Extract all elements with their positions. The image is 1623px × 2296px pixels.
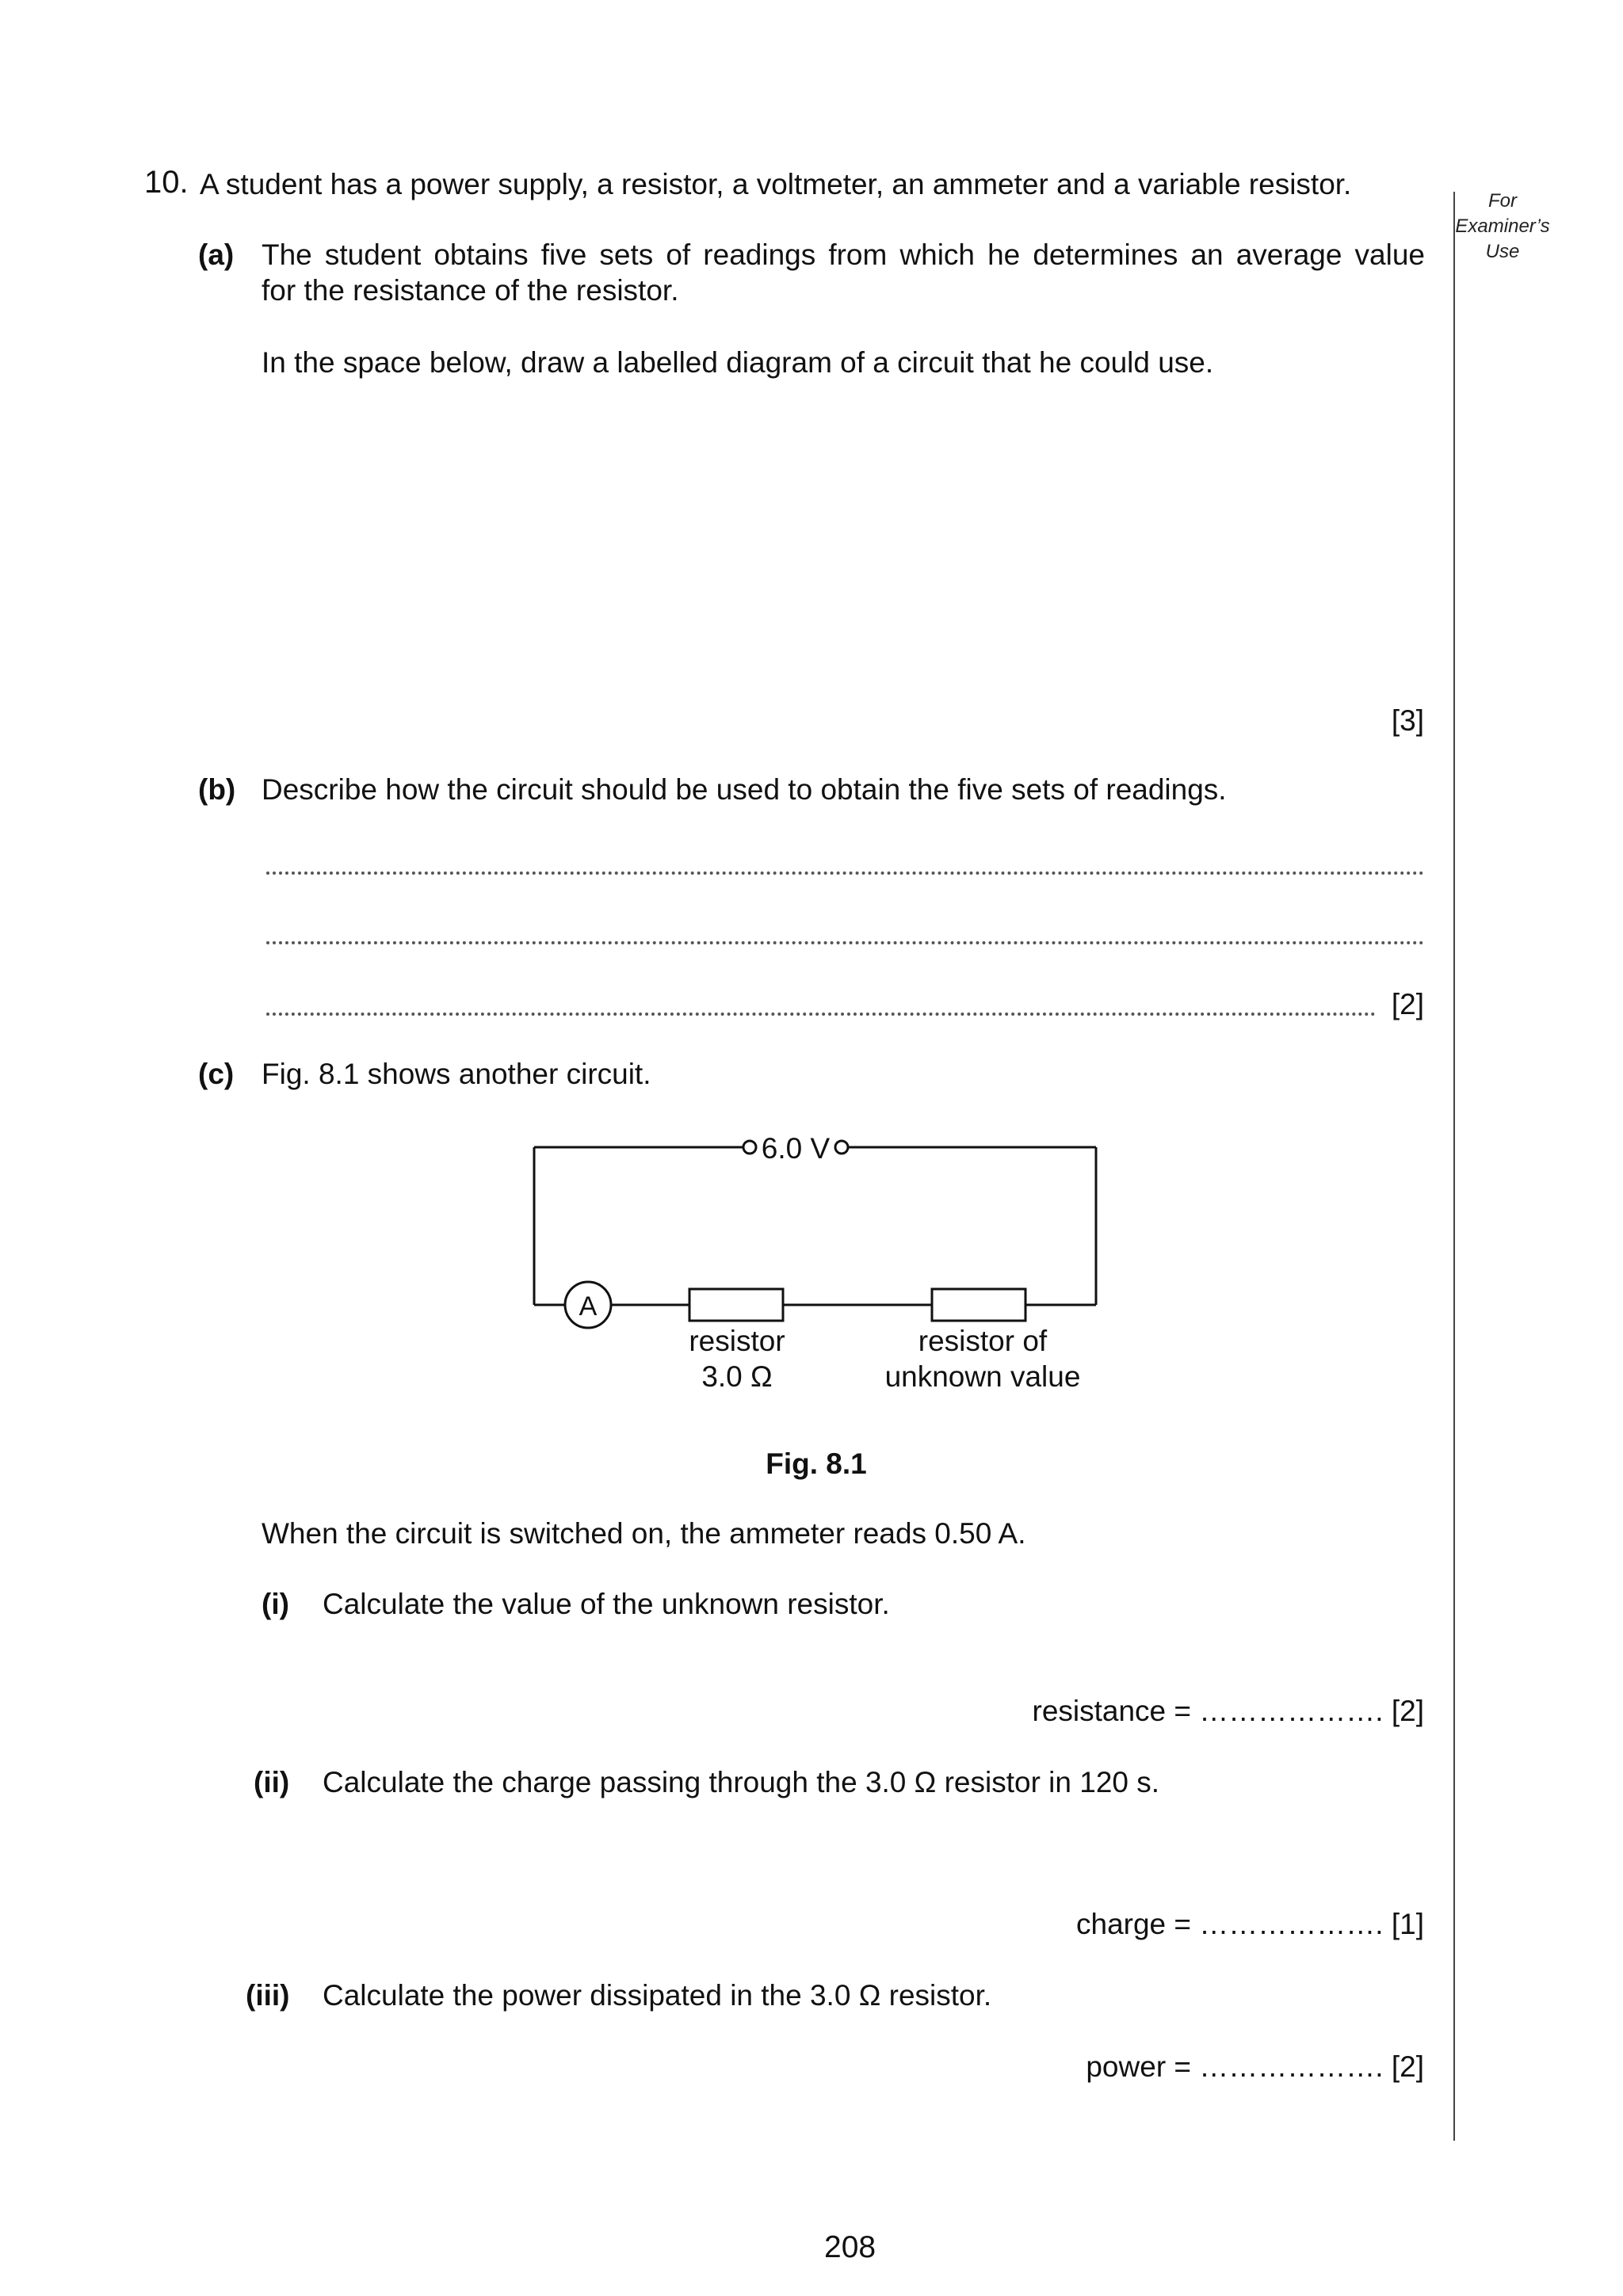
part-a-text-line1: The student obtains five sets of readings from which he determines an average value bbox=[262, 238, 1425, 271]
margin-label-use: Use bbox=[1485, 241, 1520, 262]
power-answer-line[interactable]: power = ………………. [2] bbox=[1086, 2050, 1424, 2083]
resistance-answer-line[interactable]: resistance = ………………. [2] bbox=[1032, 1695, 1424, 1727]
part-a-text-line2: for the resistance of the resistor. bbox=[262, 274, 679, 307]
part-a-marks: [3] bbox=[1391, 704, 1424, 737]
resistor-unknown-label-1: resistor of bbox=[918, 1325, 1048, 1357]
question-stem: A student has a power supply, a resistor, a voltmeter, an ammeter and a variable resistor. bbox=[200, 168, 1352, 200]
resistor-known bbox=[689, 1289, 783, 1321]
part-a-instruction: In the space below, draw a labelled diagram of a circuit that he could use. bbox=[262, 346, 1214, 379]
resistor-known-label-2: 3.0 Ω bbox=[701, 1360, 773, 1393]
resistor-unknown-label-2: unknown value bbox=[884, 1360, 1081, 1393]
resistor-known-label-1: resistor bbox=[689, 1325, 785, 1357]
question-number: 10. bbox=[144, 165, 189, 200]
part-b-marks: [2] bbox=[1391, 988, 1424, 1020]
part-c-iii-text: Calculate the power dissipated in the 3.0 Ω resistor. bbox=[323, 1979, 992, 2012]
charge-answer-line[interactable]: charge = ………………. [1] bbox=[1076, 1908, 1424, 1940]
part-c-text: Fig. 8.1 shows another circuit. bbox=[262, 1058, 651, 1090]
part-a-label: (a) bbox=[198, 238, 235, 271]
part-c-ii-label: (ii) bbox=[254, 1766, 290, 1798]
margin-label-for: For bbox=[1488, 190, 1517, 212]
part-b-text: Describe how the circuit should be used to obtain the five sets of readings. bbox=[262, 773, 1227, 806]
resistor-unknown bbox=[932, 1289, 1025, 1321]
margin-label-examiners: Examiner’s bbox=[1455, 215, 1550, 237]
part-c-i-label: (i) bbox=[262, 1588, 289, 1620]
part-c-label: (c) bbox=[198, 1058, 235, 1090]
supply-terminal-left bbox=[743, 1141, 756, 1154]
figure-caption: Fig. 8.1 bbox=[766, 1447, 867, 1480]
ammeter-statement: When the circuit is switched on, the ammeter reads 0.50 A. bbox=[262, 1517, 1026, 1550]
part-c-iii-label: (iii) bbox=[246, 1979, 290, 2012]
ammeter-label: A bbox=[579, 1291, 598, 1322]
page-number: 208 bbox=[824, 2230, 876, 2264]
supply-label: 6.0 V bbox=[761, 1132, 831, 1165]
supply-terminal-right bbox=[835, 1141, 848, 1154]
part-b-label: (b) bbox=[198, 773, 236, 806]
part-c-i-text: Calculate the value of the unknown resistor. bbox=[323, 1588, 890, 1620]
part-c-ii-text: Calculate the charge passing through the 3.0 Ω resistor in 120 s. bbox=[323, 1766, 1160, 1798]
